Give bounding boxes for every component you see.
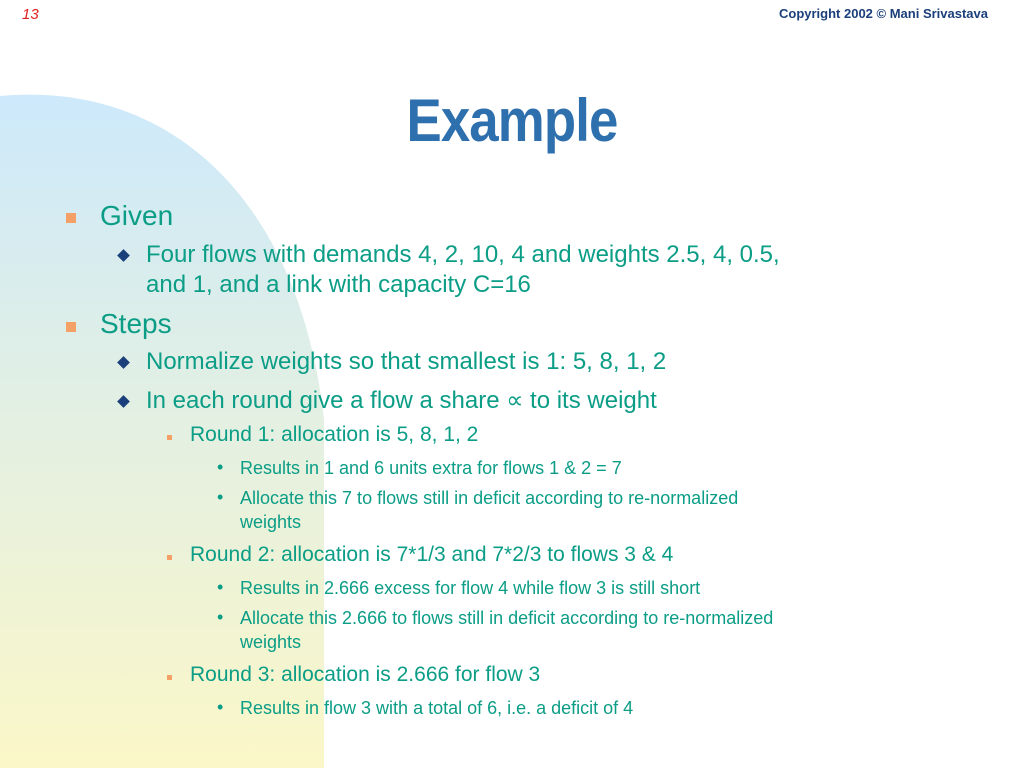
diamond-bullet-icon — [117, 249, 130, 262]
given-item-line2: and 1, and a link with capacity C=16 — [146, 271, 531, 298]
bullet-steps: Steps — [100, 308, 172, 339]
round-2-detail-2-line2: weights — [240, 632, 302, 652]
round-1-detail-2-line1: Allocate this 7 to flows still in deficit according to re-normalized — [240, 488, 739, 508]
small-square-bullet-icon — [167, 435, 172, 440]
round-2: Round 2: allocation is 7*1/3 and 7*2/3 to flows 3 & 4 — [190, 543, 674, 566]
small-square-bullet-icon — [167, 675, 172, 680]
diamond-bullet-icon — [117, 395, 130, 408]
dot-bullet-icon: • — [217, 697, 224, 717]
dot-bullet-icon: • — [217, 487, 224, 507]
copyright-notice: Copyright 2002 © Mani Srivastava — [779, 6, 988, 21]
dot-bullet-icon: • — [217, 577, 224, 597]
round-1: Round 1: allocation is 5, 8, 1, 2 — [190, 423, 479, 446]
slide-number: 13 — [22, 6, 39, 23]
diamond-bullet-icon — [117, 356, 130, 369]
given-item-line1: Four flows with demands 4, 2, 10, 4 and weights 2.5, 4, 0.5, — [146, 241, 780, 268]
round-2-detail-2-line1: Allocate this 2.666 to flows still in deficit according to re-normalized — [240, 608, 774, 628]
steps-item-normalize: Normalize weights so that smallest is 1: 5, 8, 1, 2 — [146, 348, 667, 375]
round-2-detail-1: Results in 2.666 excess for flow 4 while flow 3 is still short — [240, 578, 701, 598]
square-bullet-icon — [66, 213, 76, 223]
steps-item-rounds: In each round give a flow a share ∝ to its weight — [146, 387, 657, 414]
round-3-detail-1: Results in flow 3 with a total of 6, i.e. a deficit of 4 — [240, 698, 634, 718]
square-bullet-icon — [66, 322, 76, 332]
bullet-given: Given — [100, 200, 174, 231]
slide-title: Example — [406, 87, 618, 154]
round-3: Round 3: allocation is 2.666 for flow 3 — [190, 663, 541, 686]
round-1-detail-2-line2: weights — [240, 512, 302, 532]
small-square-bullet-icon — [167, 555, 172, 560]
round-1-detail-1: Results in 1 and 6 units extra for flows 1 & 2 = 7 — [240, 458, 622, 478]
dot-bullet-icon: • — [217, 607, 224, 627]
dot-bullet-icon: • — [217, 457, 224, 477]
